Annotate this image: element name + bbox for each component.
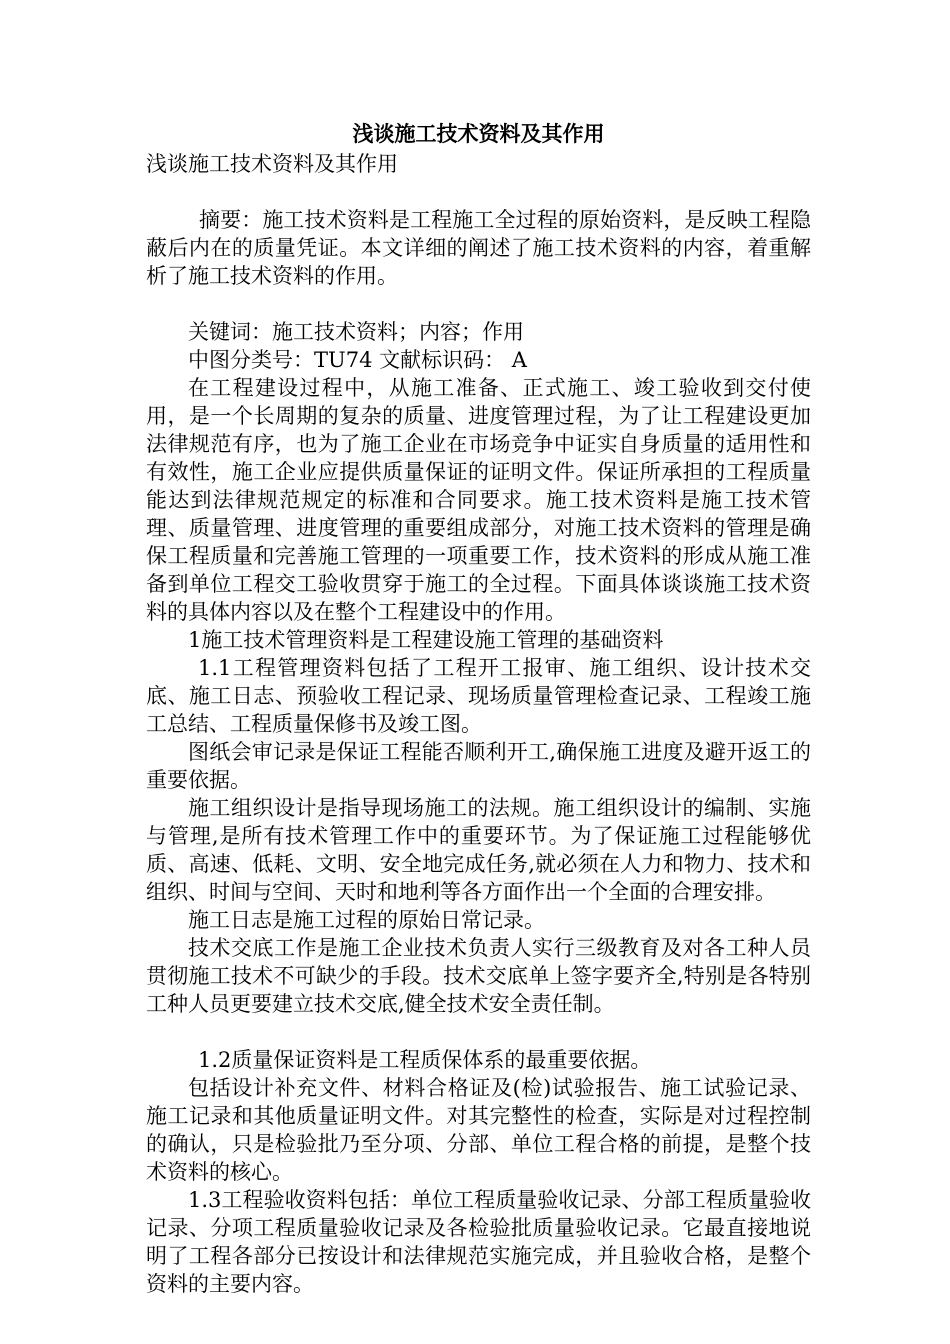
classification-line: 中图分类号：TU74 文献标识码： A [188,348,527,372]
document-title: 浅谈施工技术资料及其作用 [352,121,605,146]
blank-line [146,1018,811,1046]
drawings-review-paragraph: 图纸会审记录是保证工程能否顺利开工,确保施工进度及避开返工的重要依据。 [146,740,811,792]
construction-diary-paragraph: 施工日志是施工过程的原始日常记录。 [188,908,545,932]
document-page [146,118,811,1298]
keywords-line: 关键词：施工技术资料；内容；作用 [188,320,524,344]
section-1-heading: 1施工技术管理资料是工程建设施工管理的基础资料 [188,628,664,652]
technical-disclosure-paragraph: 技术交底工作是施工企业技术负责人实行三级教育及对各工种人员贯彻施工技术不可缺少的手段。技术交底单上签字要齐全,特别是各特别工种人员更要建立技术交底,健全技术安全责任制。 [146,936,811,1016]
intro-paragraph: 在工程建设过程中，从施工准备、正式施工、竣工验收到交付使用，是一个长周期的复杂的质量、进度管理过程，为了让工程建设更加法律规范有序，也为了施工企业在市场竞争中证实自身质量的适用性和有效性，施工企业应提供质量保证的证明文件。保证所承担的工程质量能达到法律规范规定的标准和合同要求。施工技术资料是施工技术管理、质量管理、进度管理的重要组成部分，对施工技术资料的管理是确保工程质量和完善施工管理的一项重要工作，技术资料的形成从施工准备到单位工程交工验收贯穿于施工的全过程。下面具体谈谈施工技术资料的具体内容以及在整个工程建设中的作用。 [146,376,811,624]
blank-line [146,290,811,318]
blank-line [146,178,811,206]
section-1-2-heading: 1.2质量保证资料是工程质保体系的最重要依据。 [198,1048,652,1072]
abstract-paragraph: 摘要：施工技术资料是工程施工全过程的原始资料，是反映工程隐蔽后内在的质量凭证。本文详细的阐述了施工技术资料的内容，着重解析了施工技术资料的作用。 [146,208,811,288]
document-subtitle: 浅谈施工技术资料及其作用 [146,152,398,176]
organization-design-paragraph: 施工组织设计是指导现场施工的法规。施工组织设计的编制、实施与管理,是所有技术管理工作中的重要环节。为了保证施工过程能够优质、高速、低耗、文明、安全地完成任务,就必须在人力和物力、技术和组织、时间与空间、天时和地利等各方面作出一个全面的合理安排。 [146,796,811,904]
section-1-2-paragraph: 包括设计补充文件、材料合格证及(检)试验报告、施工试验记录、施工记录和其他质量证明文件。对其完整性的检查，实际是对过程控制的确认，只是检验批乃至分项、分部、单位工程合格的前提，是整个技术资料的核心。 [146,1076,811,1184]
section-1-3-paragraph: 1.3工程验收资料包括：单位工程质量验收记录、分部工程质量验收记录、分项工程质量验收记录及各检验批质量验收记录。它最直接地说明了工程各部分已按设计和法律规范实施完成，并且验收合格，是整个资料的主要内容。 [146,1188,811,1296]
section-1-1-paragraph: 1.1工程管理资料包括了工程开工报审、施工组织、设计技术交底、施工日志、预验收工程记录、现场质量管理检查记录、工程竣工施工总结、工程质量保修书及竣工图。 [146,656,811,736]
